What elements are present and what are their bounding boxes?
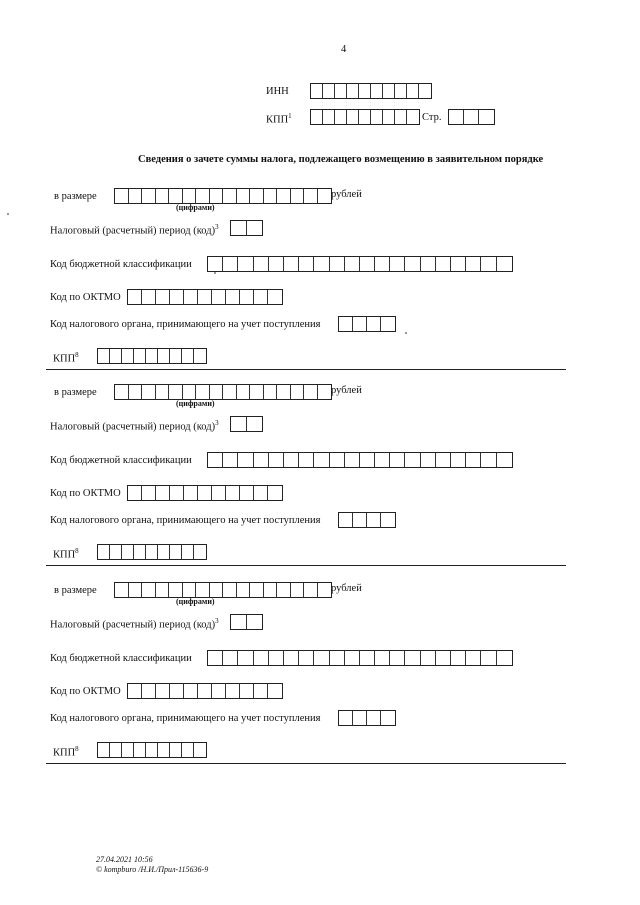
input-cell[interactable]: [353, 513, 367, 527]
kpp-field[interactable]: [97, 544, 207, 560]
input-cell[interactable]: [395, 110, 407, 124]
input-cell[interactable]: [421, 257, 436, 271]
input-cell[interactable]: [240, 290, 254, 304]
input-cell[interactable]: [129, 583, 143, 597]
input-cell[interactable]: [134, 545, 146, 559]
input-cell[interactable]: [436, 453, 451, 467]
input-cell[interactable]: [183, 385, 197, 399]
amount-hint: (цифрами): [176, 203, 215, 212]
input-cell[interactable]: [250, 385, 264, 399]
input-cell[interactable]: [146, 743, 158, 757]
input-cell[interactable]: [98, 743, 110, 757]
input-cell[interactable]: [277, 189, 291, 203]
input-cell[interactable]: [359, 84, 371, 98]
input-cell[interactable]: [169, 189, 183, 203]
input-cell[interactable]: [345, 651, 360, 665]
input-cell[interactable]: [169, 385, 183, 399]
input-cell[interactable]: [466, 257, 481, 271]
input-cell[interactable]: [156, 684, 170, 698]
amount-field[interactable]: [114, 384, 332, 400]
input-cell[interactable]: [421, 453, 436, 467]
input-cell[interactable]: [142, 684, 156, 698]
input-cell[interactable]: [231, 221, 247, 235]
input-cell[interactable]: [451, 257, 466, 271]
period-code-field[interactable]: [230, 220, 263, 236]
input-cell[interactable]: [436, 651, 451, 665]
scan-speck: [214, 272, 216, 274]
input-cell[interactable]: [170, 486, 184, 500]
kpp-label: КПП$^8$: [53, 745, 79, 759]
input-cell[interactable]: [196, 189, 210, 203]
input-cell[interactable]: [183, 189, 197, 203]
input-cell[interactable]: [198, 684, 212, 698]
input-cell[interactable]: [390, 257, 405, 271]
input-cell[interactable]: [237, 385, 251, 399]
amount-field[interactable]: [114, 582, 332, 598]
input-cell[interactable]: [170, 349, 182, 363]
input-cell[interactable]: [299, 651, 314, 665]
input-cell[interactable]: [383, 110, 395, 124]
input-cell[interactable]: [497, 651, 512, 665]
amount-label: в размере: [54, 191, 97, 202]
input-cell[interactable]: [359, 110, 371, 124]
input-cell[interactable]: [98, 545, 110, 559]
input-cell[interactable]: [464, 110, 479, 124]
input-cell[interactable]: [375, 651, 390, 665]
input-cell[interactable]: [323, 84, 335, 98]
input-cell[interactable]: [419, 84, 431, 98]
input-cell[interactable]: [238, 651, 253, 665]
input-cell[interactable]: [318, 189, 332, 203]
input-cell[interactable]: [110, 349, 122, 363]
input-cell[interactable]: [128, 486, 142, 500]
input-cell[interactable]: [405, 651, 420, 665]
input-cell[interactable]: [158, 743, 170, 757]
input-cell[interactable]: [254, 257, 269, 271]
input-cell[interactable]: [98, 349, 110, 363]
input-cell[interactable]: [212, 486, 226, 500]
input-cell[interactable]: [142, 385, 156, 399]
input-cell[interactable]: [268, 486, 282, 500]
input-cell[interactable]: [182, 349, 194, 363]
input-cell[interactable]: [182, 545, 194, 559]
input-cell[interactable]: [277, 385, 291, 399]
input-cell[interactable]: [497, 257, 512, 271]
kpp-header-field[interactable]: [310, 109, 420, 125]
period-label: Налоговый (расчетный) период (код)$^3$: [50, 419, 219, 433]
input-cell[interactable]: [284, 453, 299, 467]
input-cell[interactable]: [264, 189, 278, 203]
input-cell[interactable]: [314, 257, 329, 271]
footer-stamp: [96, 855, 208, 875]
input-cell[interactable]: [223, 189, 237, 203]
footer-timestamp: 27.04.2021 10:56: [96, 855, 153, 864]
input-cell[interactable]: [353, 317, 367, 331]
inn-field[interactable]: [310, 83, 432, 99]
input-cell[interactable]: [314, 651, 329, 665]
input-cell[interactable]: [405, 257, 420, 271]
amount-field[interactable]: [114, 188, 332, 204]
input-cell[interactable]: [360, 651, 375, 665]
input-cell[interactable]: [212, 684, 226, 698]
input-cell[interactable]: [156, 385, 170, 399]
input-cell[interactable]: [134, 743, 146, 757]
input-cell[interactable]: [311, 110, 323, 124]
input-cell[interactable]: [264, 583, 278, 597]
input-cell[interactable]: [395, 84, 407, 98]
tax-org-label: Код налогового органа, принимающего на учет поступления: [50, 515, 321, 526]
input-cell[interactable]: [170, 684, 184, 698]
input-cell[interactable]: [304, 385, 318, 399]
input-cell[interactable]: [330, 257, 345, 271]
input-cell[interactable]: [390, 453, 405, 467]
input-cell[interactable]: [170, 545, 182, 559]
input-cell[interactable]: [436, 257, 451, 271]
input-cell[interactable]: [142, 583, 156, 597]
section-divider: [46, 565, 566, 566]
kbk-field[interactable]: [207, 650, 513, 666]
input-cell[interactable]: [237, 583, 251, 597]
input-cell[interactable]: [158, 349, 170, 363]
input-cell[interactable]: [466, 651, 481, 665]
input-cell[interactable]: [360, 257, 375, 271]
scan-speck: [7, 213, 9, 215]
amount-label: в размере: [54, 387, 97, 398]
input-cell[interactable]: [277, 583, 291, 597]
input-cell[interactable]: [115, 385, 129, 399]
kbk-field[interactable]: [207, 256, 513, 272]
amount-hint: (цифрами): [176, 399, 215, 408]
input-cell[interactable]: [318, 385, 332, 399]
input-cell[interactable]: [122, 743, 134, 757]
input-cell[interactable]: [339, 513, 353, 527]
tax-org-code-field[interactable]: [338, 710, 396, 726]
input-cell[interactable]: [479, 110, 494, 124]
oktmo-label: Код по ОКТМО: [50, 488, 121, 499]
input-cell[interactable]: [128, 290, 142, 304]
input-cell[interactable]: [142, 290, 156, 304]
input-cell[interactable]: [169, 583, 183, 597]
input-cell[interactable]: [156, 486, 170, 500]
input-cell[interactable]: [129, 189, 143, 203]
input-cell[interactable]: [194, 743, 206, 757]
input-cell[interactable]: [347, 84, 359, 98]
input-cell[interactable]: [335, 84, 347, 98]
input-cell[interactable]: [347, 110, 359, 124]
section-divider: [46, 369, 566, 370]
amount-label: в размере: [54, 585, 97, 596]
inn-label: ИНН: [266, 86, 289, 97]
input-cell[interactable]: [367, 317, 381, 331]
input-cell[interactable]: [291, 385, 305, 399]
input-cell[interactable]: [466, 453, 481, 467]
input-cell[interactable]: [304, 189, 318, 203]
input-cell[interactable]: [110, 743, 122, 757]
oktmo-label: Код по ОКТМО: [50, 292, 121, 303]
input-cell[interactable]: [226, 290, 240, 304]
input-cell[interactable]: [381, 317, 395, 331]
input-cell[interactable]: [311, 84, 323, 98]
input-cell[interactable]: [128, 684, 142, 698]
input-cell[interactable]: [231, 615, 247, 629]
input-cell[interactable]: [375, 453, 390, 467]
input-cell[interactable]: [194, 545, 206, 559]
input-cell[interactable]: [299, 257, 314, 271]
input-cell[interactable]: [115, 189, 129, 203]
input-cell[interactable]: [421, 651, 436, 665]
input-cell[interactable]: [318, 583, 332, 597]
input-cell[interactable]: [210, 189, 224, 203]
input-cell[interactable]: [208, 651, 223, 665]
input-cell[interactable]: [134, 349, 146, 363]
input-cell[interactable]: [170, 290, 184, 304]
input-cell[interactable]: [449, 110, 464, 124]
input-cell[interactable]: [247, 417, 263, 431]
section-divider: [46, 763, 566, 764]
page-number-field[interactable]: [448, 109, 495, 125]
input-cell[interactable]: [156, 290, 170, 304]
input-cell[interactable]: [367, 513, 381, 527]
input-cell[interactable]: [208, 453, 223, 467]
scan-speck: [405, 332, 407, 334]
input-cell[interactable]: [269, 257, 284, 271]
input-cell[interactable]: [240, 486, 254, 500]
input-cell[interactable]: [247, 221, 263, 235]
period-label: Налоговый (расчетный) период (код)$^3$: [50, 223, 219, 237]
input-cell[interactable]: [323, 110, 335, 124]
page-label: Стр.: [422, 112, 442, 123]
kpp-field[interactable]: [97, 742, 207, 758]
input-cell[interactable]: [247, 615, 263, 629]
input-cell[interactable]: [223, 651, 238, 665]
kbk-label: Код бюджетной классификации: [50, 653, 192, 664]
input-cell[interactable]: [481, 453, 496, 467]
input-cell[interactable]: [284, 257, 299, 271]
input-cell[interactable]: [212, 290, 226, 304]
input-cell[interactable]: [142, 486, 156, 500]
kpp-header-label: КПП$^1$: [266, 112, 292, 126]
input-cell[interactable]: [250, 189, 264, 203]
input-cell[interactable]: [339, 317, 353, 331]
input-cell[interactable]: [314, 453, 329, 467]
input-cell[interactable]: [115, 583, 129, 597]
input-cell[interactable]: [129, 385, 143, 399]
input-cell[interactable]: [381, 513, 395, 527]
input-cell[interactable]: [183, 583, 197, 597]
input-cell[interactable]: [330, 453, 345, 467]
input-cell[interactable]: [158, 545, 170, 559]
input-cell[interactable]: [254, 290, 268, 304]
input-cell[interactable]: [122, 349, 134, 363]
input-cell[interactable]: [198, 486, 212, 500]
input-cell[interactable]: [481, 651, 496, 665]
kpp-field[interactable]: [97, 348, 207, 364]
input-cell[interactable]: [142, 189, 156, 203]
tax-org-code-field[interactable]: [338, 316, 396, 332]
input-cell[interactable]: [339, 711, 353, 725]
tax-org-code-field[interactable]: [338, 512, 396, 528]
input-cell[interactable]: [110, 545, 122, 559]
input-cell[interactable]: [345, 257, 360, 271]
input-cell[interactable]: [184, 684, 198, 698]
input-cell[interactable]: [497, 453, 512, 467]
input-cell[interactable]: [268, 290, 282, 304]
input-cell[interactable]: [226, 486, 240, 500]
input-cell[interactable]: [196, 385, 210, 399]
input-cell[interactable]: [146, 545, 158, 559]
input-cell[interactable]: [345, 453, 360, 467]
input-cell[interactable]: [353, 711, 367, 725]
input-cell[interactable]: [268, 684, 282, 698]
input-cell[interactable]: [156, 583, 170, 597]
input-cell[interactable]: [182, 743, 194, 757]
input-cell[interactable]: [210, 385, 224, 399]
input-cell[interactable]: [156, 189, 170, 203]
input-cell[interactable]: [269, 651, 284, 665]
input-cell[interactable]: [254, 684, 268, 698]
currency-label: рублей: [331, 189, 362, 200]
period-code-field[interactable]: [230, 614, 263, 630]
input-cell[interactable]: [198, 290, 212, 304]
input-cell[interactable]: [451, 453, 466, 467]
input-cell[interactable]: [194, 349, 206, 363]
period-code-field[interactable]: [230, 416, 263, 432]
input-cell[interactable]: [254, 651, 269, 665]
currency-label: рублей: [331, 583, 362, 594]
input-cell[interactable]: [291, 189, 305, 203]
input-cell[interactable]: [208, 257, 223, 271]
input-cell[interactable]: [367, 711, 381, 725]
period-label: Налоговый (расчетный) период (код)$^3$: [50, 617, 219, 631]
input-cell[interactable]: [383, 84, 395, 98]
currency-label: рублей: [331, 385, 362, 396]
oktmo-field[interactable]: [127, 289, 283, 305]
input-cell[interactable]: [238, 453, 253, 467]
input-cell[interactable]: [231, 417, 247, 431]
kbk-field[interactable]: [207, 452, 513, 468]
input-cell[interactable]: [254, 453, 269, 467]
input-cell[interactable]: [196, 583, 210, 597]
section-title: Сведения о зачете суммы налога, подлежащего возмещению в заявительном порядке: [138, 154, 544, 165]
oktmo-field[interactable]: [127, 485, 283, 501]
input-cell[interactable]: [360, 453, 375, 467]
oktmo-field[interactable]: [127, 683, 283, 699]
input-cell[interactable]: [184, 290, 198, 304]
input-cell[interactable]: [330, 651, 345, 665]
input-cell[interactable]: [291, 583, 305, 597]
input-cell[interactable]: [240, 684, 254, 698]
input-cell[interactable]: [304, 583, 318, 597]
footer-document-id: © kompburo /Н.И./Прил-115636-9: [96, 865, 209, 874]
input-cell[interactable]: [146, 349, 158, 363]
kbk-label: Код бюджетной классификации: [50, 455, 192, 466]
amount-hint: (цифрами): [176, 597, 215, 606]
tax-org-label: Код налогового органа, принимающего на учет поступления: [50, 713, 321, 724]
input-cell[interactable]: [264, 385, 278, 399]
input-cell[interactable]: [451, 651, 466, 665]
input-cell[interactable]: [223, 257, 238, 271]
input-cell[interactable]: [223, 453, 238, 467]
input-cell[interactable]: [381, 711, 395, 725]
kpp-label: КПП$^8$: [53, 547, 79, 561]
input-cell[interactable]: [170, 743, 182, 757]
kbk-label: Код бюджетной классификации: [50, 259, 192, 270]
input-cell[interactable]: [254, 486, 268, 500]
input-cell[interactable]: [223, 385, 237, 399]
input-cell[interactable]: [122, 545, 134, 559]
input-cell[interactable]: [299, 453, 314, 467]
input-cell[interactable]: [269, 453, 284, 467]
tax-org-label: Код налогового органа, принимающего на учет поступления: [50, 319, 321, 330]
input-cell[interactable]: [226, 684, 240, 698]
input-cell[interactable]: [223, 583, 237, 597]
input-cell[interactable]: [284, 651, 299, 665]
page-number: 4: [341, 44, 347, 55]
input-cell[interactable]: [184, 486, 198, 500]
input-cell[interactable]: [390, 651, 405, 665]
input-cell[interactable]: [210, 583, 224, 597]
input-cell[interactable]: [407, 84, 419, 98]
input-cell[interactable]: [407, 110, 419, 124]
input-cell[interactable]: [237, 189, 251, 203]
input-cell[interactable]: [250, 583, 264, 597]
input-cell[interactable]: [335, 110, 347, 124]
input-cell[interactable]: [481, 257, 496, 271]
input-cell[interactable]: [371, 110, 383, 124]
input-cell[interactable]: [375, 257, 390, 271]
oktmo-label: Код по ОКТМО: [50, 686, 121, 697]
kpp-label: КПП$^8$: [53, 351, 79, 365]
input-cell[interactable]: [405, 453, 420, 467]
input-cell[interactable]: [238, 257, 253, 271]
input-cell[interactable]: [371, 84, 383, 98]
